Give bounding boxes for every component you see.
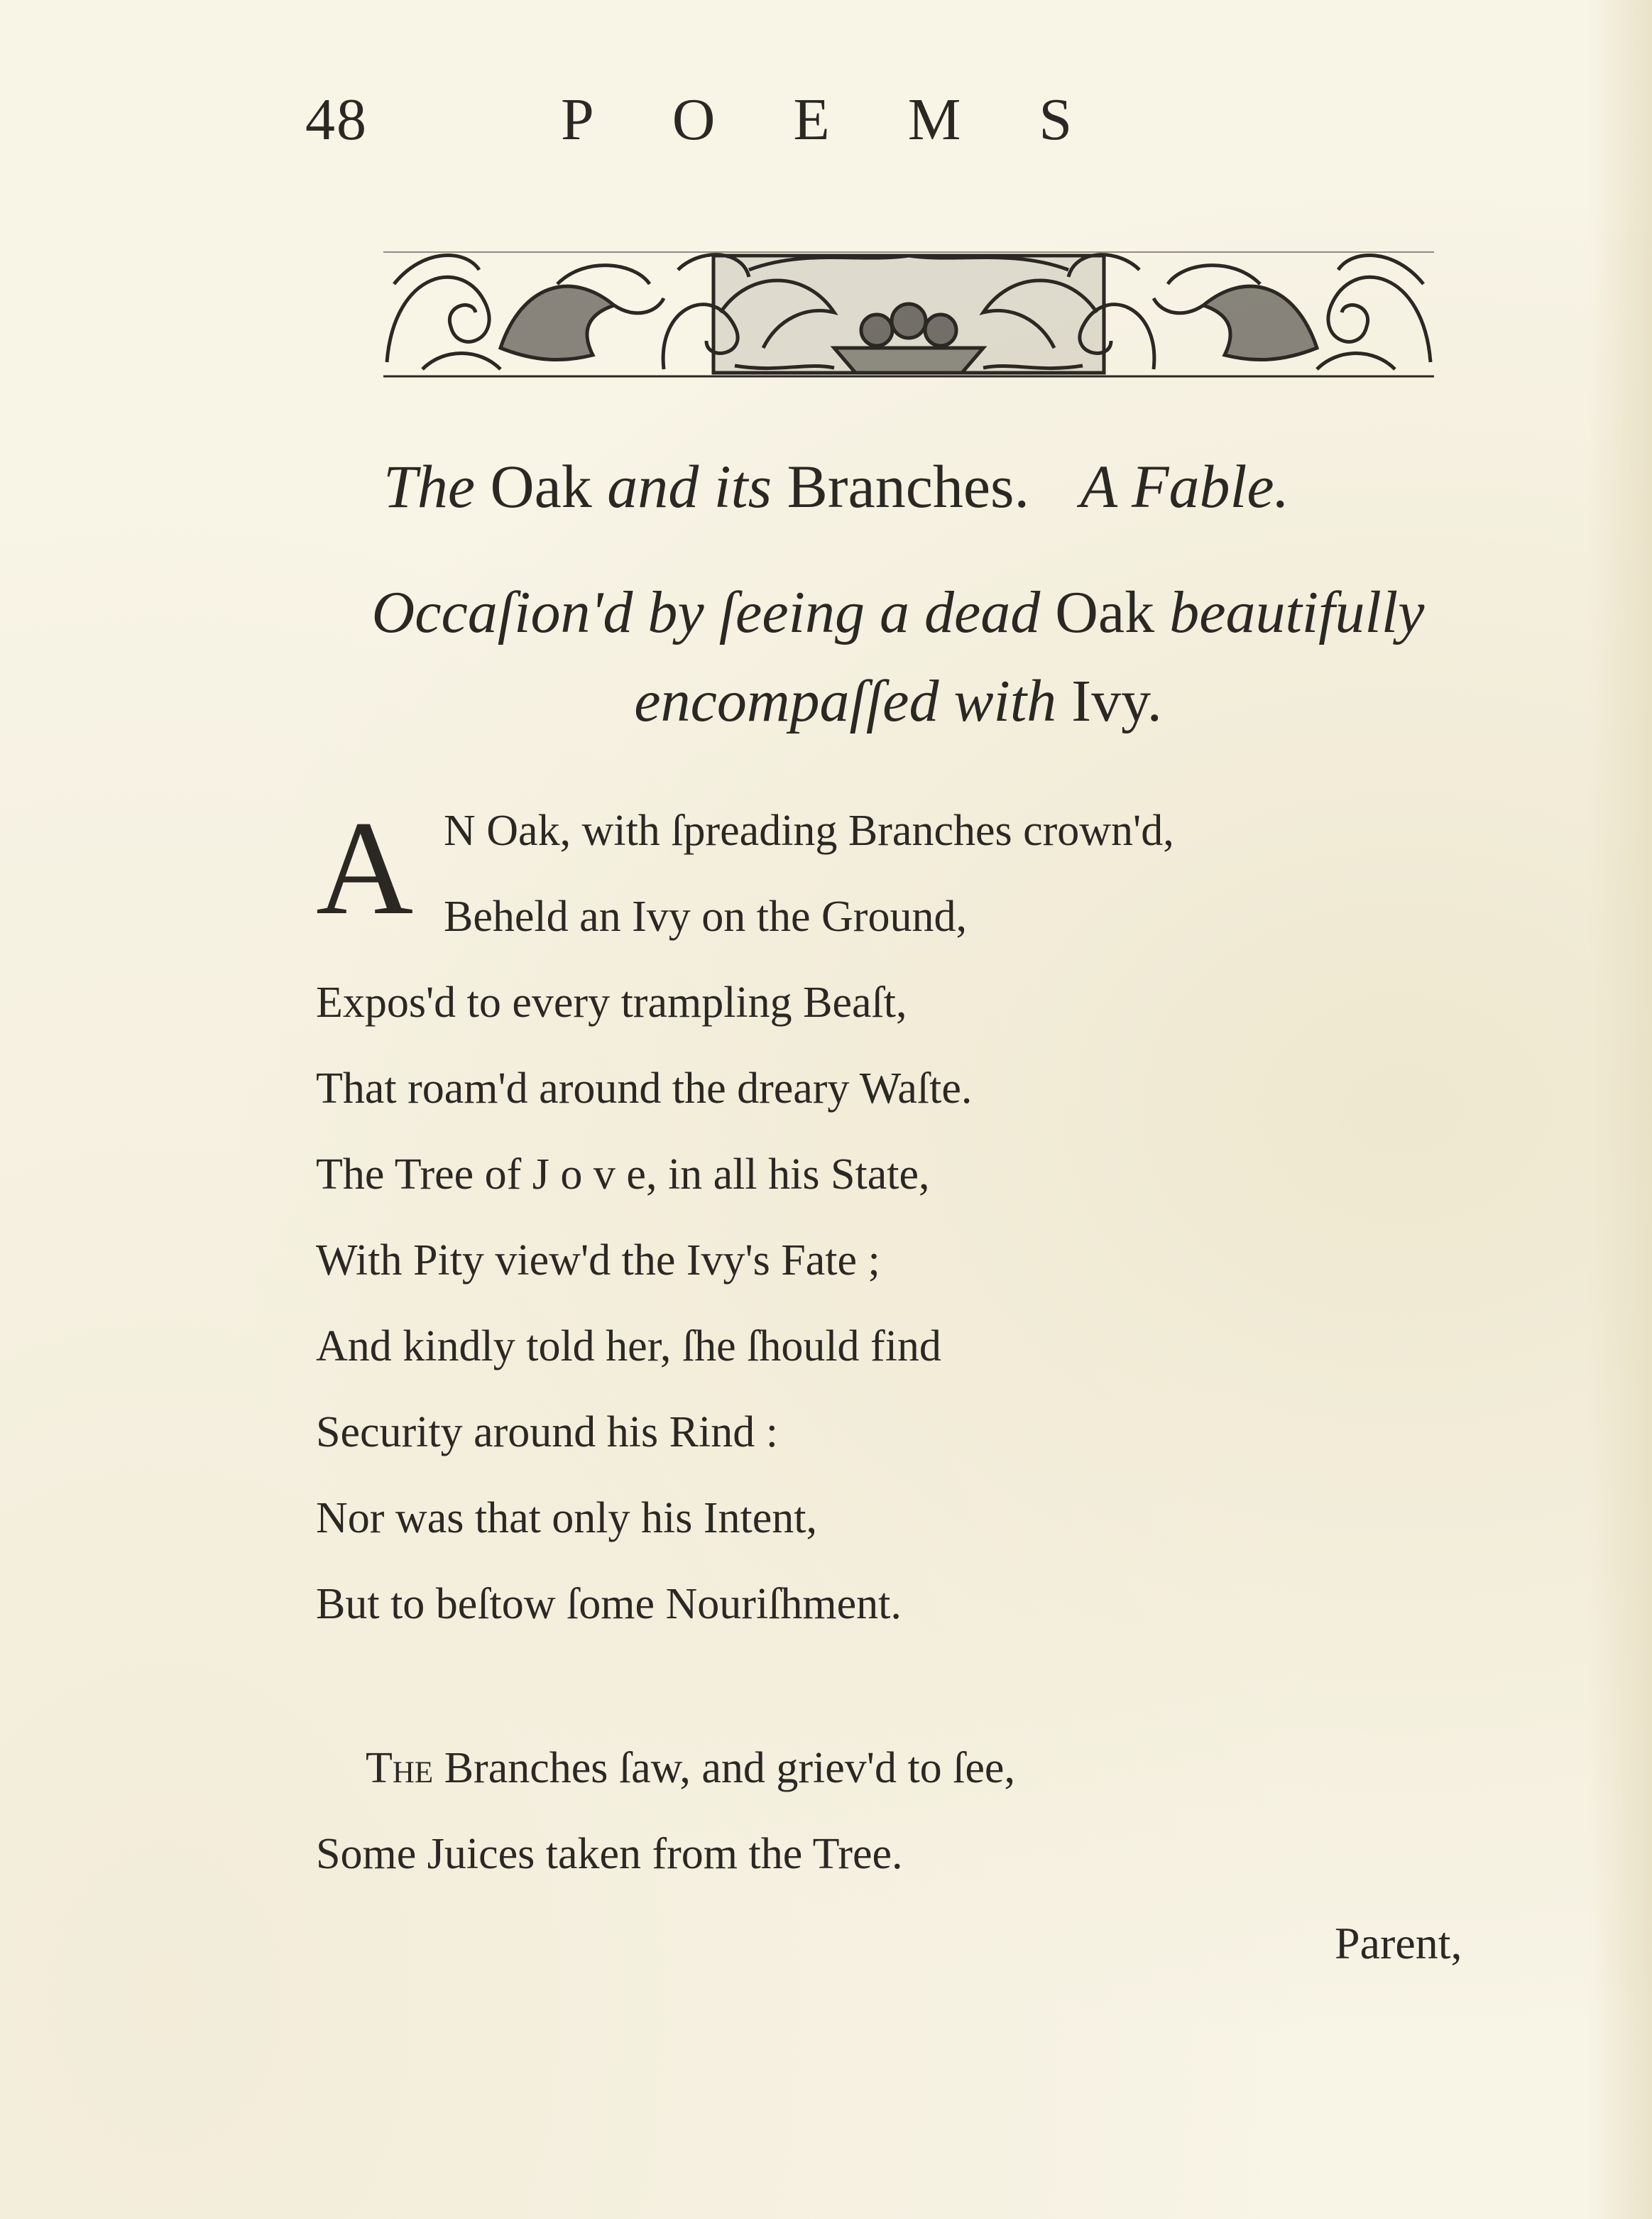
catchword: Parent,: [1335, 1918, 1462, 1968]
stanza-lead-word: The: [366, 1744, 434, 1792]
subtitle-part-2: Oak: [1055, 579, 1155, 645]
stanza-two: [316, 1725, 1015, 1897]
subtitle-part-1: Occaſion'd by ſeeing a dead: [371, 579, 1041, 645]
subtitle-part-3: beautifully encompaſſed with: [634, 579, 1425, 734]
subtitle-part-4: Ivy.: [1071, 668, 1162, 734]
verse-line: Expos'd to every trampling Beaſt,: [316, 978, 907, 1027]
verse-line: Beheld an Ivy on the Ground,: [444, 893, 967, 941]
poem-subtitle: [316, 568, 1480, 746]
verse-line: [316, 1725, 1015, 1811]
running-title: POEMS: [561, 87, 1151, 153]
page-edge-shading: [1588, 0, 1652, 2219]
title-part-3: and its: [607, 452, 772, 520]
page-number: 48: [305, 87, 368, 153]
verse-line: That roam'd around the dreary Waſte.: [316, 1064, 973, 1113]
title-part-4: Branches.: [787, 452, 1030, 520]
verse-line: And kindly told her, ſhe ſhould find: [316, 1322, 941, 1370]
stanza-one: [316, 788, 1174, 1647]
verse-line-text: N Oak, with ſpreading Branches crown'd,: [444, 807, 1174, 855]
title-part-2: Oak: [490, 452, 592, 520]
title-part-5: A Fable.: [1080, 452, 1290, 520]
verse-line: But to beſtow ſome Nouriſhment.: [316, 1580, 902, 1628]
verse-line: Some Juices taken from the Tree.: [316, 1830, 903, 1878]
verse-line: With Pity view'd the Ivy's Fate ;: [316, 1236, 880, 1285]
title-part-1: The: [383, 452, 475, 520]
drop-cap: A: [316, 794, 414, 943]
verse-line: Security around his Rind :: [316, 1408, 778, 1456]
verse-line: Nor was that only his Intent,: [316, 1494, 818, 1542]
poem-title: [383, 451, 1289, 522]
verse-line: The Tree of J o v e, in all his State,: [316, 1150, 930, 1199]
verse-line-text: Branches ſaw, and griev'd to ſee,: [444, 1744, 1015, 1792]
decorative-headpiece-icon: [380, 241, 1438, 383]
page-header: [305, 85, 1228, 163]
